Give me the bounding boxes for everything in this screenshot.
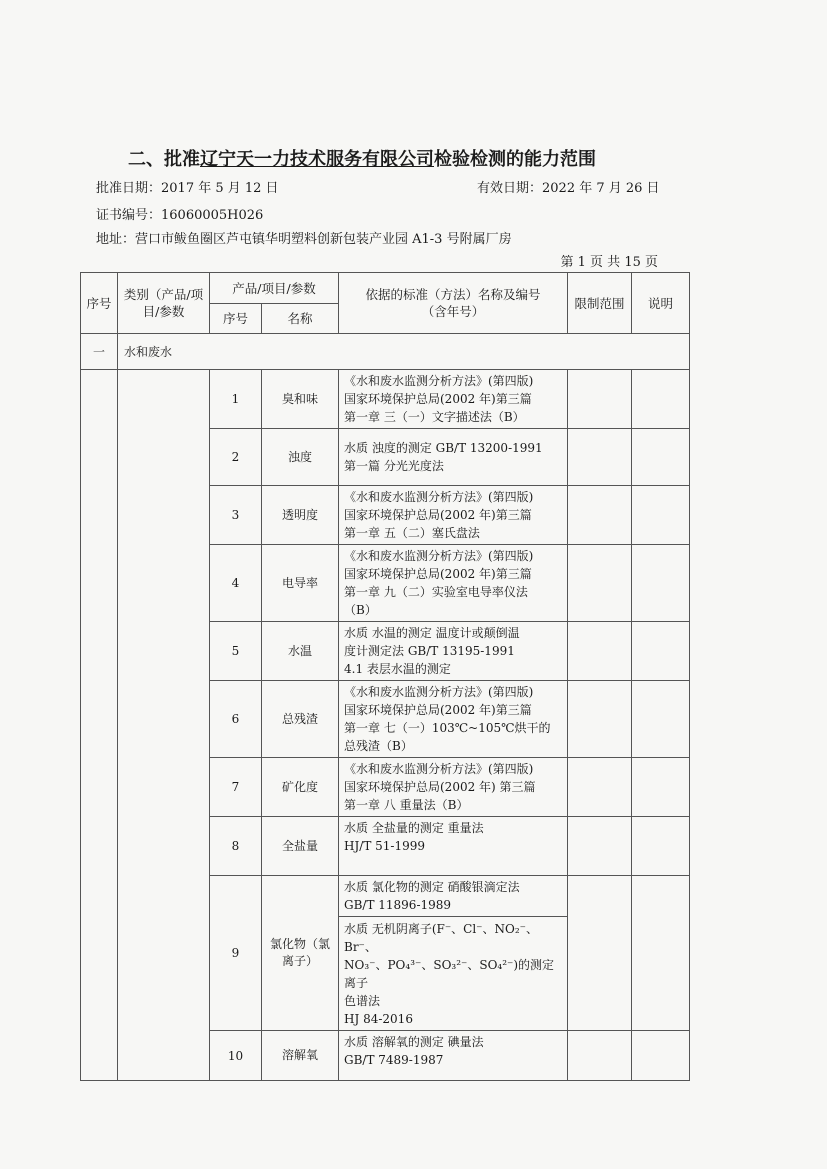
row-standard-a: 水质 氯化物的测定 硝酸银滴定法 GB/T 11896-1989: [339, 876, 567, 917]
capability-table: [80, 272, 690, 1081]
row-name: 氯化物（氯离子）: [262, 876, 339, 1031]
address: 地址：营口市鲅鱼圈区芦屯镇华明塑料创新包装产业园 A1-3 号附属厂房: [96, 232, 512, 247]
row-no: 3: [210, 486, 262, 545]
row-standard: 水质 水温的测定 温度计或颠倒温 度计测定法 GB/T 13195-1991 4.1 表层水温的测定: [339, 622, 568, 681]
row-standard: 水质 全盐量的测定 重量法 HJ/T 51-1999: [339, 817, 568, 876]
row-no: 10: [210, 1031, 262, 1081]
approval-date: 批准日期：2017 年 5 月 12 日: [96, 181, 279, 196]
row-no: 8: [210, 817, 262, 876]
row-standard: 水质 浊度的测定 GB/T 13200-1991 第一篇 分光光度法: [339, 429, 568, 486]
row-no: 7: [210, 758, 262, 817]
row-name: 总残渣: [262, 681, 339, 758]
section-seq: 一: [81, 334, 118, 370]
title-prefix: 二、批准: [128, 149, 200, 170]
row-name: 水温: [262, 622, 339, 681]
row-no: 4: [210, 545, 262, 622]
row-standard: 《水和废水监测分析方法》(第四版) 国家环境保护总局(2002 年)第三篇 第一章 五（二）塞氏盘法: [339, 486, 568, 545]
header-standard: 依据的标准（方法）名称及编号（含年号）: [339, 273, 568, 334]
valid-date: 有效日期：2022 年 7 月 26 日: [477, 181, 660, 196]
row-name: 臭和味: [262, 370, 339, 429]
page-number: 第 1 页 共 15 页: [560, 255, 658, 270]
table-row: [81, 370, 690, 429]
header-product-group: 产品/项目/参数: [210, 273, 339, 304]
row-name: 透明度: [262, 486, 339, 545]
header-sub-name: 名称: [262, 304, 339, 334]
row-no: 5: [210, 622, 262, 681]
row-name: 浊度: [262, 429, 339, 486]
row-standard-b: 水质 无机阴离子(F⁻、Cl⁻、NO₂⁻、Br⁻、 NO₃⁻、PO₄³⁻、SO₃²⁻、SO₄²⁻)的测定 离子 色谱法 HJ 84-2016: [344, 922, 555, 1026]
row-name: 溶解氧: [262, 1031, 339, 1081]
row-no: 1: [210, 370, 262, 429]
cert-number: 证书编号：16060005H026: [96, 208, 264, 223]
header-sub-seq: 序号: [210, 304, 262, 334]
header-seq: 序号: [81, 273, 118, 334]
row-standard: 《水和废水监测分析方法》(第四版) 国家环境保护总局(2002 年)第三篇 第一章 七（一）103℃~105℃烘干的 总残渣（B）: [339, 681, 568, 758]
header-category: 类别（产品/项目/参数: [118, 273, 210, 334]
section-row: [81, 334, 690, 370]
page-title: [128, 145, 596, 171]
row-name: 全盐量: [262, 817, 339, 876]
row-no: 2: [210, 429, 262, 486]
row-standard: 《水和废水监测分析方法》(第四版) 国家环境保护总局(2002 年)第三篇 第一章 三（一）文字描述法（B）: [339, 370, 568, 429]
row-name: 矿化度: [262, 758, 339, 817]
title-suffix: 检验检测的能力范围: [434, 149, 596, 170]
header-note: 说明: [632, 273, 690, 334]
row-standard: 《水和废水监测分析方法》(第四版) 国家环境保护总局(2002 年) 第三篇 第一章 八 重量法（B）: [339, 758, 568, 817]
row-no: 9: [210, 876, 262, 1031]
header-limit: 限制范围: [568, 273, 632, 334]
row-name: 电导率: [262, 545, 339, 622]
row-standard: 水质 溶解氧的测定 碘量法 GB/T 7489-1987: [339, 1031, 568, 1081]
row-standard: 《水和废水监测分析方法》(第四版) 国家环境保护总局(2002 年)第三篇 第一章 九（二）实验室电导率仪法 （B）: [339, 545, 568, 622]
title-org: 辽宁天一力技术服务有限公司: [200, 149, 434, 170]
row-standard: [339, 876, 568, 1031]
section-name: 水和废水: [118, 334, 690, 370]
row-no: 6: [210, 681, 262, 758]
